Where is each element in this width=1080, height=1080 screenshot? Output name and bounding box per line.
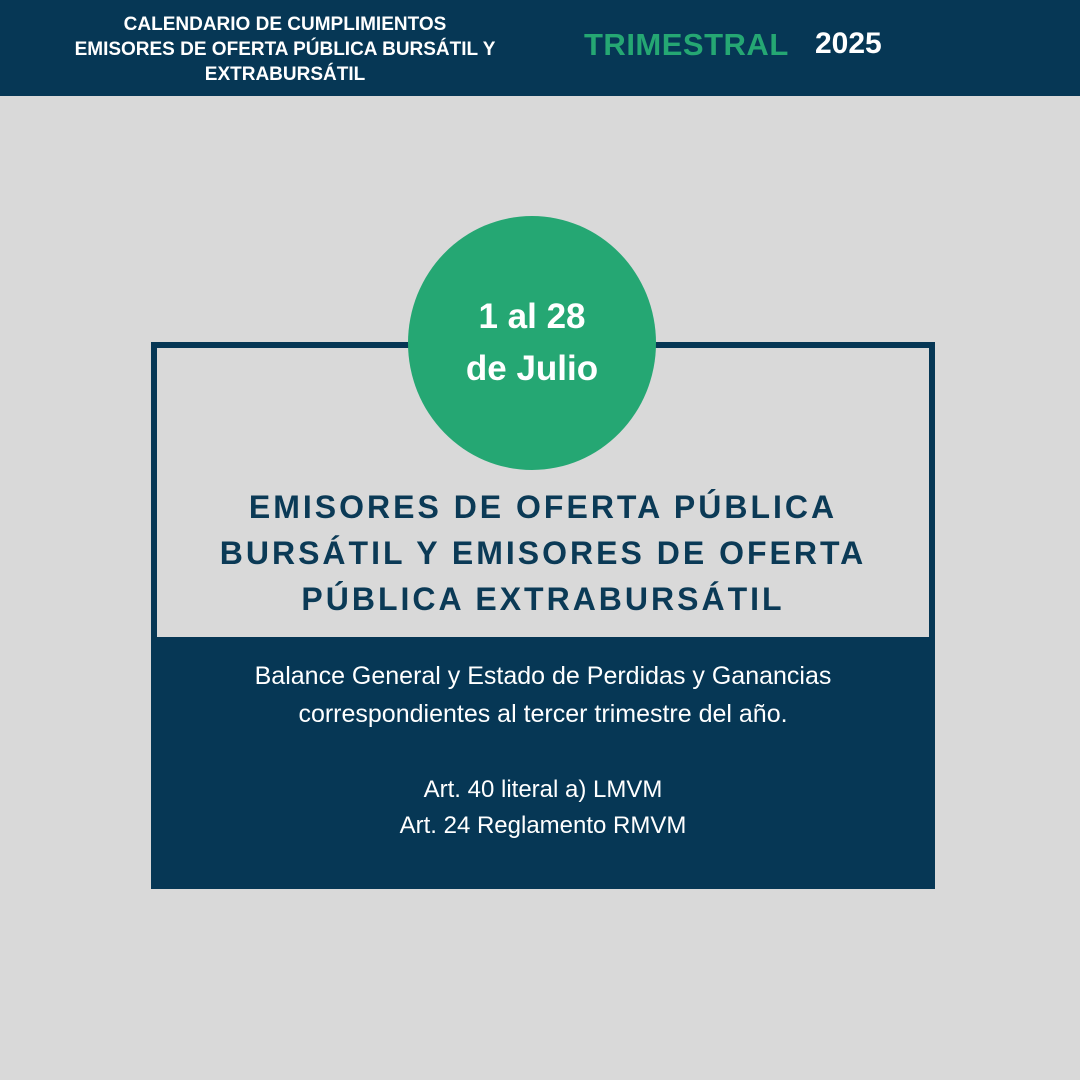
date-badge — [408, 216, 656, 470]
header-title-line: EMISORES DE OFERTA PÚBLICA BURSÁTIL Y — [74, 39, 496, 60]
card-heading-line: PÚBLICA EXTRABURSÁTIL — [301, 581, 785, 617]
card-description-line: Balance General y Estado de Perdidas y Ganancias — [254, 662, 832, 690]
card-description-line: correspondientes al tercer trimestre del año. — [298, 700, 788, 728]
header-bar — [0, 0, 1080, 96]
header-title — [30, 12, 540, 87]
header-title-line: EXTRABURSÁTIL — [204, 64, 366, 85]
legal-reference-item: Art. 24 Reglamento RMVM — [399, 812, 687, 839]
date-range-line: 1 al 28 — [478, 297, 586, 336]
frequency-label: TRIMESTRAL — [584, 27, 789, 62]
card-description — [151, 657, 935, 733]
card-heading-line: BURSÁTIL Y EMISORES DE OFERTA — [219, 535, 867, 571]
year-label: 2025 — [815, 27, 882, 60]
card-heading — [157, 484, 929, 622]
legal-reference-item: Art. 40 literal a) LMVM — [423, 776, 663, 803]
header-title-line: CALENDARIO DE CUMPLIMIENTOS — [123, 14, 447, 35]
card-body-panel — [151, 637, 935, 889]
legal-references — [151, 772, 935, 844]
card-heading-line: EMISORES DE OFERTA PÚBLICA — [248, 489, 838, 525]
date-month-line: de Julio — [465, 349, 599, 388]
